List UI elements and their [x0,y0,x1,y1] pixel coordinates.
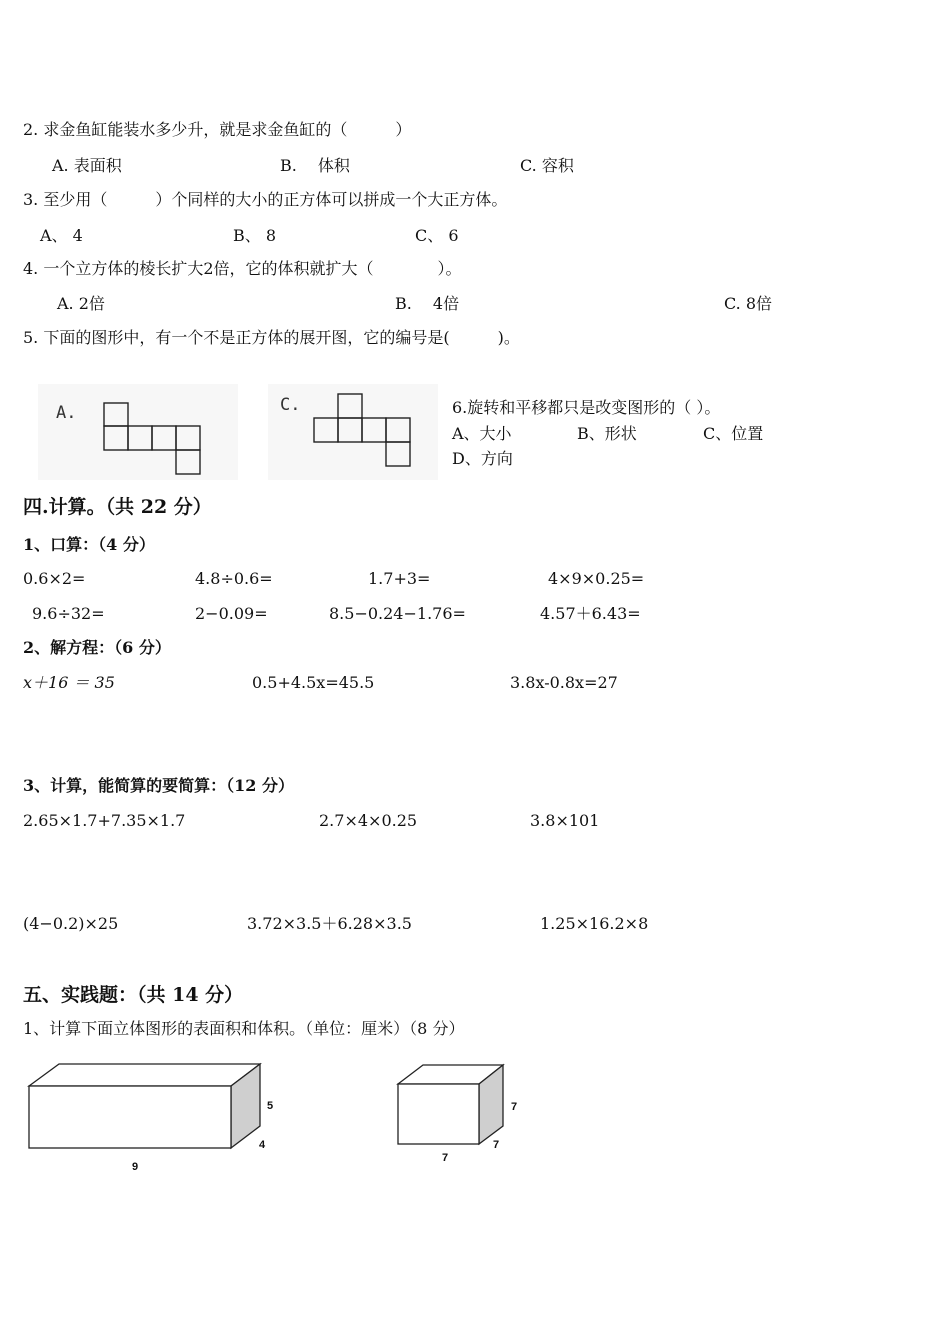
q4-option-a: A. 2倍 [57,294,105,313]
simplify-title: 3、计算，能简算的要简算：（12 分） [23,776,294,795]
box1-length-label: 9 [132,1161,139,1173]
q2-option-a: A. 表面积 [52,156,122,175]
equations-title: 2、解方程：（6 分） [23,638,171,657]
cuboid-figure-2 [390,1058,550,1168]
oral-item: 2−0.09= [195,604,268,623]
q6-option-d: D、方向 [452,449,513,468]
box1-height-label: 5 [267,1100,274,1112]
cube-net-c [268,384,438,480]
cuboid-figure-1 [22,1060,282,1175]
simplify-item: 1.25×16.2×8 [540,914,649,933]
cube-net-a [38,384,238,480]
q4-option-b: B. 4倍 [395,294,460,313]
oral-item: 9.6÷32= [32,604,105,623]
q2-option-c: C. 容积 [520,156,574,175]
oral-item: 8.5−0.24−1.76= [329,604,466,623]
section-5-title: 五、实践题：（共 14 分） [23,984,244,1006]
equation-item: x＋16 ＝ 35 [23,673,115,692]
q6-option-c: C、位置 [703,424,764,443]
box2-height-label: 7 [511,1101,518,1113]
question-5: 5. 下面的图形中，有一个不是正方体的展开图，它的编号是( )。 [23,328,520,347]
equation-item: 3.8x-0.8x=27 [510,673,618,692]
box2-width-label: 7 [493,1139,500,1151]
box1-width-label: 4 [259,1139,266,1151]
question-4: 4. 一个立方体的棱长扩大2倍，它的体积就扩大（ ）。 [23,259,462,278]
q6-option-a: A、大小 [452,424,512,443]
question-3: 3. 至少用（ ）个同样的大小的正方体可以拼成一个大正方体。 [23,190,508,209]
q4-option-c: C. 8倍 [724,294,773,313]
oral-item: 4×9×0.25= [548,569,645,588]
oral-item: 1.7+3= [368,569,431,588]
practice-question-1: 1、计算下面立体图形的表面积和体积。（单位：厘米）（8 分） [23,1019,465,1038]
equation-item: 0.5+4.5x=45.5 [252,673,375,692]
oral-calc-title: 1、口算：（4 分） [23,535,155,554]
q3-option-b: B、 8 [233,226,277,245]
q2-option-b: B. 体积 [280,156,350,175]
q3-option-c: C、 6 [415,226,459,245]
simplify-item: (4−0.2)×25 [23,914,119,933]
simplify-item: 2.7×4×0.25 [319,811,418,830]
simplify-item: 3.8×101 [530,811,600,830]
box2-length-label: 7 [442,1152,449,1164]
oral-item: 4.57＋6.43= [540,604,641,623]
question-2: 2. 求金鱼缸能装水多少升，就是求金鱼缸的（ ） [23,120,412,139]
net-a-label: A. [56,403,77,423]
section-4-title: 四.计算。（共 22 分） [23,496,212,518]
q3-option-a: A、 4 [40,226,83,245]
simplify-item: 2.65×1.7+7.35×1.7 [23,811,186,830]
oral-item: 4.8÷0.6= [195,569,273,588]
net-c-label: C. [280,395,301,415]
q6-option-b: B、形状 [577,424,637,443]
question-6: 6.旋转和平移都只是改变图形的（ ）。 [452,398,721,417]
simplify-item: 3.72×3.5＋6.28×3.5 [247,914,412,933]
oral-item: 0.6×2= [23,569,86,588]
